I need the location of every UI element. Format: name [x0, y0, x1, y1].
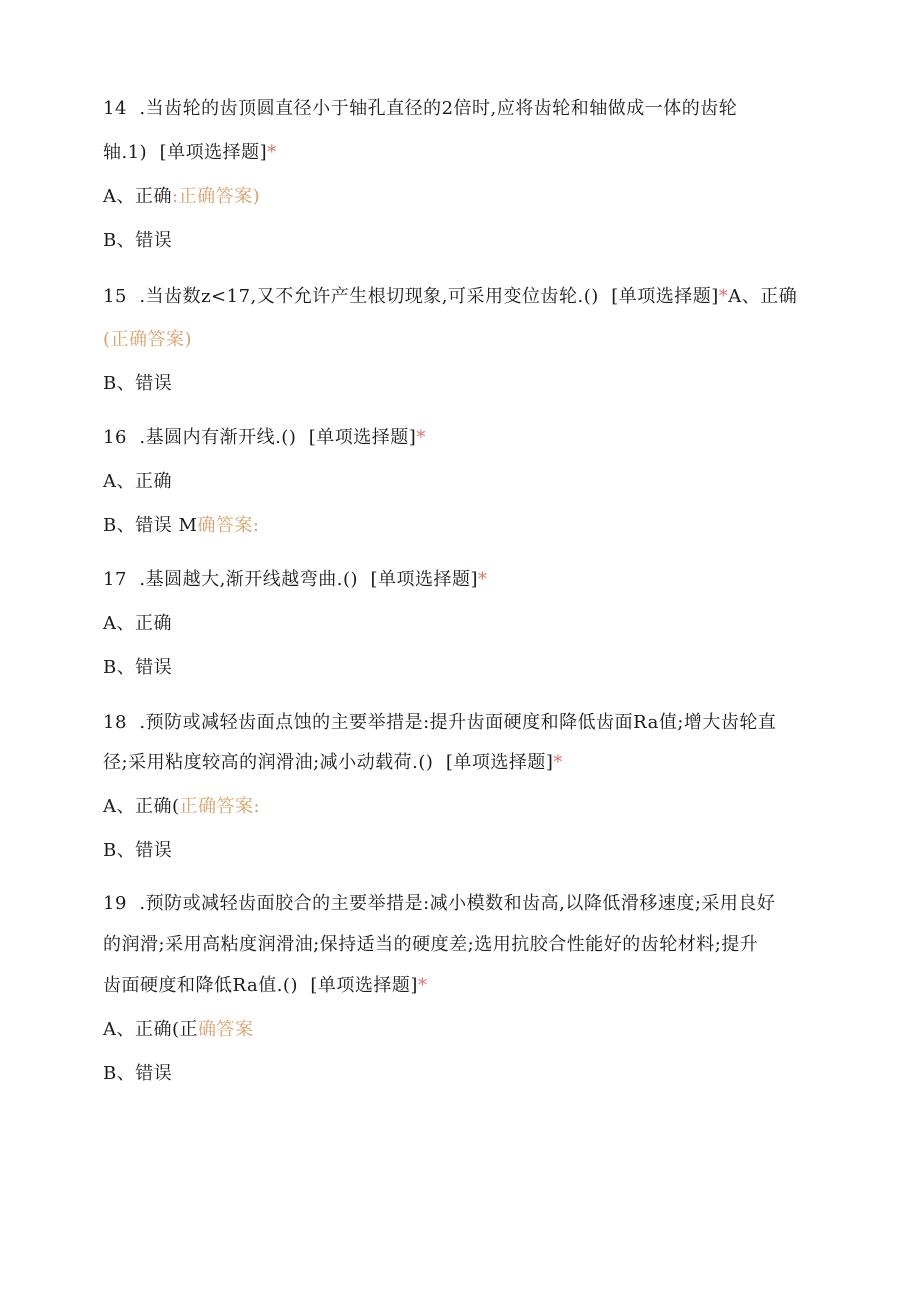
option-a-label: A、正确 — [103, 471, 172, 492]
correct-answer-marker: (正确答案) — [103, 329, 193, 350]
option-a-label: A、正确 — [103, 186, 172, 207]
question-14-text-line2 — [103, 141, 277, 165]
question-14-option-a[interactable] — [103, 185, 260, 209]
question-16-option-a[interactable] — [103, 470, 172, 494]
required-star: * — [553, 752, 563, 773]
question-19-stem: 19 .预防或减轻齿面胶合的主要举措是:减小模数和齿高,以降低滑移速度;采用良好 — [103, 893, 776, 914]
option-a-label: A、正确 — [103, 613, 172, 634]
question-16-stem: 16 .基圆内有渐开线.() [单项选择题] — [103, 427, 417, 448]
required-star: * — [478, 569, 488, 590]
question-18-text-line2 — [103, 751, 563, 775]
option-b-label: B、错误 — [103, 1063, 173, 1084]
question-14-option-b[interactable] — [103, 229, 172, 253]
required-star: * — [267, 142, 277, 163]
question-19-text-line1 — [103, 892, 775, 916]
required-star: * — [416, 427, 426, 448]
option-a-label: A、正确( — [103, 796, 180, 817]
question-14-text-line1 — [103, 97, 737, 121]
question-18-text-line1 — [103, 711, 776, 735]
question-19-stem-cont: 的润滑;采用高粘度润滑油;保持适当的硬度差;选用抗胶合性能好的齿轮材料;提升 — [103, 934, 759, 955]
option-a-label[interactable]: A、正确 — [728, 286, 798, 307]
question-19-option-b[interactable] — [103, 1062, 172, 1086]
question-15-text-line1 — [103, 285, 797, 309]
question-17-option-a[interactable] — [103, 612, 172, 636]
correct-answer-marker: 正确答案: — [179, 796, 261, 817]
option-b-label: B、错误 — [103, 230, 173, 251]
question-15-option-b[interactable] — [103, 372, 172, 396]
question-18-option-b[interactable] — [103, 839, 172, 863]
required-star: * — [718, 286, 729, 307]
question-16-option-b[interactable] — [103, 514, 259, 538]
option-a-label: A、正确(正 — [103, 1019, 199, 1040]
question-19-text-line3 — [103, 974, 427, 998]
question-19-option-a[interactable] — [103, 1018, 254, 1042]
option-b-label: B、错误 — [103, 373, 173, 394]
option-b-label: B、错误 — [103, 657, 173, 678]
question-16-text — [103, 426, 426, 450]
question-15-answer-line — [103, 328, 192, 352]
question-17-option-b[interactable] — [103, 656, 172, 680]
question-14-stem-cont: 轴.1) [单项选择题] — [103, 142, 268, 163]
correct-answer-marker: 确答案: — [197, 515, 260, 536]
option-b-label: B、错误 — [103, 840, 173, 861]
required-star: * — [417, 975, 428, 996]
question-18-option-a[interactable] — [103, 795, 260, 819]
question-15-stem: 15 .当齿数z<17,又不允许产生根切现象,可采用变位齿轮.() [单项选择题] — [103, 286, 719, 307]
option-b-label: B、错误 M — [103, 515, 198, 536]
question-19-stem-cont2: 齿面硬度和降低Ra值.() [单项选择题] — [103, 975, 418, 996]
question-17-stem: 17 .基圆越大,渐开线越弯曲.() [单项选择题] — [103, 569, 479, 590]
question-14-stem: 14 .当齿轮的齿顶圆直径小于轴孔直径的2倍时,应将齿轮和轴做成一体的齿轮 — [103, 98, 738, 119]
correct-answer-marker: 确答案 — [198, 1019, 254, 1040]
question-18-stem-cont: 径;采用粘度较高的润滑油;减小动载荷.() [单项选择题] — [103, 752, 554, 773]
question-19-text-line2 — [103, 933, 758, 957]
question-18-stem: 18 .预防或减轻齿面点蚀的主要举措是:提升齿面硬度和降低齿面Ra值;增大齿轮直 — [103, 712, 777, 733]
correct-answer-marker: :正确答案) — [172, 186, 261, 207]
question-17-text — [103, 568, 488, 592]
